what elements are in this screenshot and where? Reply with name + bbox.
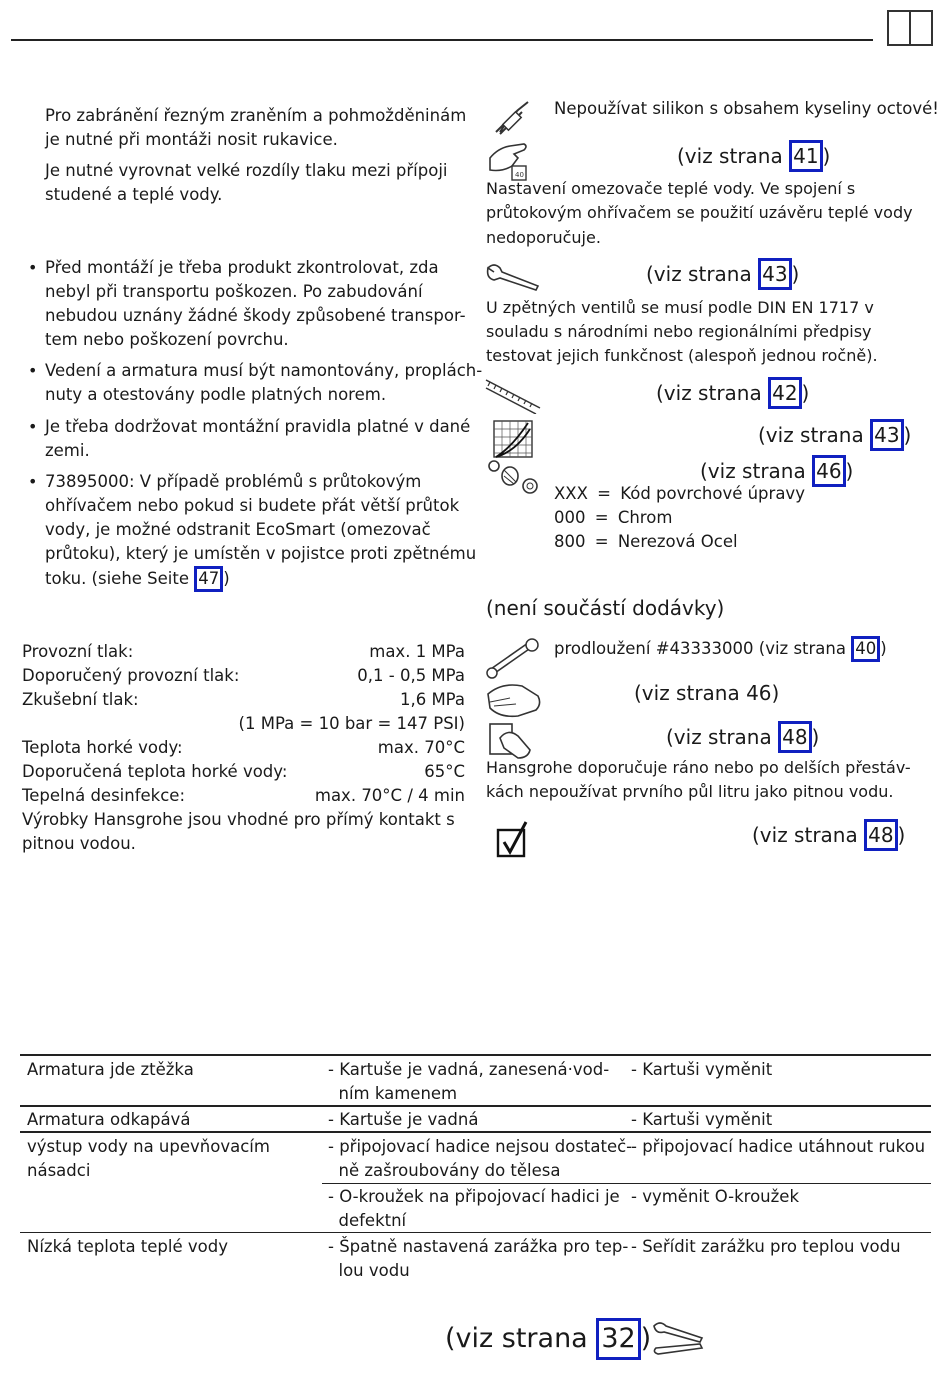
viz-ref-43a [646, 258, 799, 290]
viz-ref-43b [758, 419, 911, 451]
thermostat-hand-icon [486, 140, 534, 182]
table-row-rule [20, 1105, 931, 1107]
silicone-warning: Nepoužívat silikon s obsahem kyseliny octové! [554, 99, 939, 118]
bullet-1-line-1: Před montáží je třeba produkt zkontrolovat, zda [45, 258, 439, 277]
ref-close: ) [640, 1323, 652, 1354]
viz-ref-41 [677, 140, 830, 172]
extension-wrench-icon [484, 635, 542, 679]
table-cell-problem: výstup vody na upevňovacím [27, 1137, 270, 1156]
viz-text: (viz strana [677, 144, 790, 168]
table-cell-cause: - Kartuše je vadná, zanesená·vod- [328, 1060, 610, 1079]
viz-text: (viz strana [646, 262, 759, 286]
spec-label: Doporučená teplota horké vody: [22, 762, 288, 781]
footer-viz-ref-32 [445, 1318, 651, 1360]
table-row-rule [20, 1232, 931, 1233]
viz-text: (viz strana [666, 725, 779, 749]
spec-value: 65°C [424, 762, 465, 781]
page-ref-47[interactable]: 47 [194, 566, 223, 592]
flow-diagram-icon [492, 419, 534, 459]
page-ref-40[interactable]: 40 [851, 636, 880, 662]
spec-value: max. 70°C / 4 min [314, 786, 465, 805]
spec-label: Doporučený provozní tlak: [22, 666, 240, 685]
spec-value: 1,6 MPa [399, 690, 465, 709]
spec-label: Zkušební tlak: [22, 690, 139, 709]
finish-row [554, 506, 672, 530]
finish-row [554, 530, 738, 554]
page-ref-48[interactable]: 48 [778, 721, 811, 753]
table-cell-remedy: - Seřídit zarážku pro teplou vodu [631, 1237, 901, 1256]
svg-text:40: 40 [515, 171, 524, 179]
not-included-heading: (není součástí dodávky) [486, 596, 725, 620]
viz-text: (viz strana [758, 423, 871, 447]
bullet-2-line-2: nuty a otestovány podle platných norem. [45, 385, 387, 404]
bullet-4-line-2: ohřívačem nebo pokud si budete přát větší průtok [45, 496, 460, 515]
silicone-gun-icon [490, 98, 536, 138]
bullet-2-line-1: Vedení a armatura musí být namontovány, proplách- [45, 361, 483, 380]
table-cell-problem: Armatura jde ztěžka [27, 1060, 194, 1079]
ref-close: ) [903, 423, 912, 447]
spec-row [22, 688, 465, 712]
wrench-icon [484, 262, 542, 292]
extension-text: prodloužení #43333000 (viz strana [554, 639, 852, 658]
page-ref-43[interactable]: 43 [758, 258, 791, 290]
spec-row [22, 760, 465, 784]
table-cell-cause: ním kamenem [328, 1084, 458, 1103]
spec-value: max. 70°C [377, 738, 465, 757]
finish-name: Kód povrchové úpravy [620, 484, 805, 503]
bullet-1-line-2: nebyl při transportu poškozen. Po zabudování [45, 282, 423, 301]
viz-text: (viz strana [445, 1323, 597, 1354]
table-cell-cause: defektní [328, 1211, 407, 1230]
table-cell-remedy: - Kartuši vyměnit [631, 1110, 773, 1129]
table-cell-problem: násadci [27, 1161, 91, 1180]
page-ref-42[interactable]: 42 [768, 377, 801, 409]
bullet-1-line-3: nebudou uznány žádné škody způsobené transpor- [45, 306, 466, 325]
ref-close: ) [822, 144, 831, 168]
bullet-4-line-3: vody, je možné odstranit EcoSmart (omezovač [45, 520, 431, 539]
intro-line-4: studené a teplé vody. [45, 185, 223, 204]
check-valve-line-2: souladu s národními nebo regionálními předpisy [486, 322, 872, 341]
intro-line-1: Pro zabránění řezným zraněním a pohmožděninám [45, 106, 467, 125]
intro-line-3: Je nutné vyrovnat velké rozdíly tlaku mezi přípoji [45, 161, 448, 180]
table-cell-remedy: - Kartuši vyměnit [631, 1060, 773, 1079]
finish-eq: = [594, 508, 609, 527]
bullet-1-line-4: tem nebo poškození povrchu. [45, 330, 289, 349]
viz-text: (viz strana [656, 381, 769, 405]
viz-ref-46-plain: (viz strana 46) [634, 681, 780, 705]
finish-name: Nerezová Ocel [617, 532, 738, 551]
viz-ref-42 [656, 377, 809, 409]
page-ref-46[interactable]: 46 [812, 455, 845, 487]
finish-code: XXX [554, 484, 588, 503]
spec-value: 0,1 - 0,5 MPa [357, 666, 465, 685]
header-rule [11, 39, 873, 41]
hot-water-limiter-line-2: průtokovým ohřívačem se použití uzávěru teplé vody [486, 203, 913, 222]
hot-water-limiter-line-1: Nastavení omezovače teplé vody. Ve spojení s [486, 179, 856, 198]
page-ref-43[interactable]: 43 [870, 419, 903, 451]
check-valve-line-3: testovat jejich funkčnost (alespoň jednou ročně). [486, 346, 878, 365]
spec-row [22, 640, 465, 664]
table-cell-cause: - O-kroužek na připojovací hadici je [328, 1187, 620, 1206]
spec-row [22, 664, 465, 688]
table-cell-remedy: - vyměnit O-kroužek [631, 1187, 800, 1206]
bullet-3-line-2: zemi. [45, 441, 90, 460]
table-cell-cause: - Špatně nastavená zarážka pro tep- [328, 1237, 629, 1256]
ruler-icon [484, 378, 542, 414]
viz-text: (viz strana [752, 823, 865, 847]
finish-name: Chrom [617, 508, 673, 527]
spec-label: Tepelná desinfekce: [22, 786, 186, 805]
drinking-water-line-2: kách nepoužívat prvního půl litru jako pitnou vodu. [486, 782, 894, 801]
tools-icon [648, 1318, 708, 1358]
ref-close: ) [223, 569, 230, 588]
bullet-4-line-4: průtoku), který je umístěn v pojistce proti zpětnému [45, 544, 477, 563]
page-ref-32[interactable]: 32 [596, 1318, 640, 1360]
page-ref-48[interactable]: 48 [864, 819, 897, 851]
table-subrow-rule [322, 1183, 931, 1184]
spec-note-1: Výrobky Hansgrohe jsou vhodné pro přímý kontakt s [22, 810, 455, 829]
table-cell-cause: - Kartuše je vadná [328, 1110, 479, 1129]
spec-label: Provozní tlak: [22, 642, 134, 661]
spec-label: Teplota horké vody: [22, 738, 183, 757]
table-cell-cause: ně zašroubovány do tělesa [328, 1161, 561, 1180]
hot-water-limiter-line-3: nedoporučuje. [486, 228, 601, 247]
table-cell-cause: lou vodu [328, 1261, 410, 1280]
ref-close: ) [880, 639, 887, 658]
bullet-dot: • [28, 417, 38, 436]
ref-close: ) [801, 381, 810, 405]
bullet-dot: • [28, 258, 38, 277]
table-cell-cause: - připojovací hadice nejsou dostateč- [328, 1137, 633, 1156]
cleaning-hand-icon [484, 680, 544, 718]
bullet-4-line-5 [45, 566, 230, 592]
spec-value: max. 1 MPa [369, 642, 465, 661]
finish-code: 000 [554, 508, 586, 527]
spec-note-2: pitnou vodou. [22, 834, 136, 853]
ref-close: ) [897, 823, 906, 847]
finish-eq: = [594, 532, 609, 551]
table-row-rule [20, 1131, 931, 1133]
table-cell-problem: Nízká teplota teplé vody [27, 1237, 228, 1256]
viz-ref-48b [752, 819, 905, 851]
table-cell-problem: Armatura odkapává [27, 1110, 191, 1129]
finish-row [554, 482, 805, 506]
finish-eq: = [597, 484, 611, 503]
bullet-3-line-1: Je třeba dodržovat montážní pravidla platné v dané [45, 417, 471, 436]
bullet-4-text: toku. (siehe Seite [45, 569, 195, 588]
extension-line [554, 636, 887, 662]
bullet-dot: • [28, 361, 38, 380]
bullet-4-line-1: 73895000: V případě problémů s průtokovým [45, 472, 422, 491]
ref-close: ) [791, 262, 800, 286]
spare-parts-icon [486, 456, 542, 496]
finish-code: 800 [554, 532, 586, 551]
bullet-dot: • [28, 472, 38, 491]
page-ref-41[interactable]: 41 [789, 140, 822, 172]
book-icon [886, 8, 938, 50]
viz-ref-48a [666, 721, 819, 753]
checkbox-icon [496, 820, 532, 860]
spec-value: (1 MPa = 10 bar = 147 PSI) [238, 714, 465, 733]
ref-close: ) [811, 725, 820, 749]
table-top-rule [20, 1054, 931, 1056]
spec-row [22, 784, 465, 808]
intro-line-2: je nutné při montáži nosit rukavice. [45, 130, 338, 149]
viz-text: (viz strana [700, 459, 813, 483]
check-valve-line-1: U zpětných ventilů se musí podle DIN EN 1717 v [486, 298, 874, 317]
table-cell-remedy: - připojovací hadice utáhnout rukou [631, 1137, 926, 1156]
drinking-water-line-1: Hansgrohe doporučuje ráno nebo po delších přestáv- [486, 758, 911, 777]
ref-close: ) [845, 459, 854, 483]
spec-row [22, 736, 465, 760]
